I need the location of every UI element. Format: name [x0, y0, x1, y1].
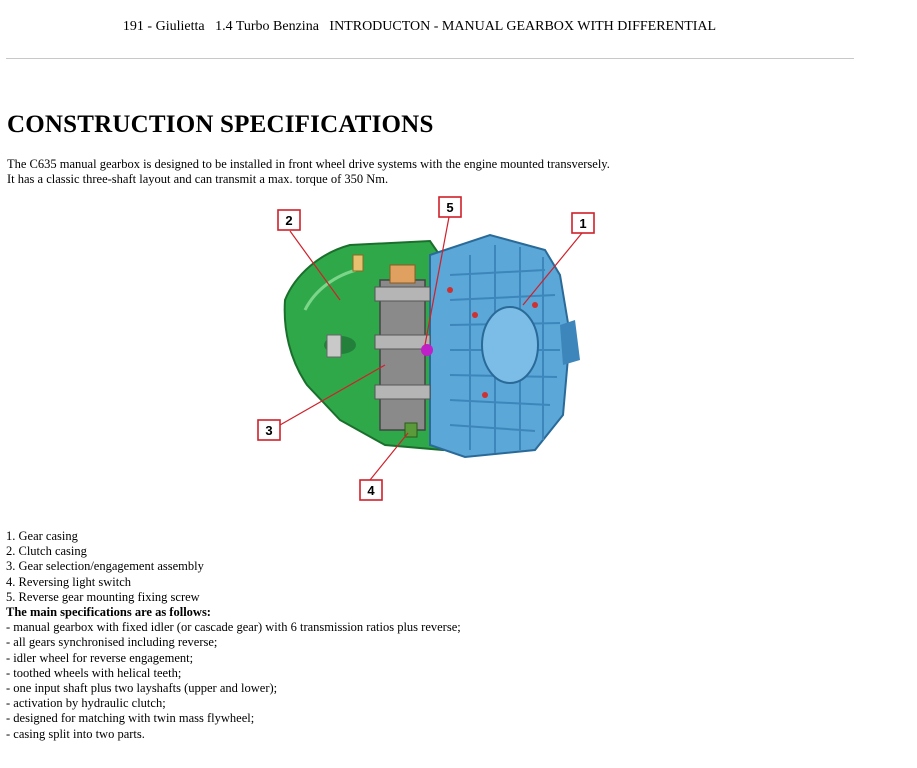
gearbox-illustration [245, 195, 615, 505]
intro-paragraph [7, 157, 610, 187]
spec-item: - idler wheel for reverse engagement; [6, 650, 194, 665]
callout-label: 5 [446, 200, 454, 215]
spec-item: - toothed wheels with helical teeth; [6, 665, 182, 680]
callout-label: 3 [265, 423, 273, 438]
header-divider [6, 58, 854, 59]
spec-item: - manual gearbox with fixed idler (or cascade gear) with 6 transmission ratios plus reverse; [6, 620, 461, 635]
callout-label: 4 [367, 483, 375, 498]
legend-item: 5. Reverse gear mounting fixing screw [6, 589, 200, 604]
callout-5 [439, 197, 461, 217]
intro-line: The C635 manual gearbox is designed to be installed in front wheel drive systems with the engine mounted transversely. [7, 157, 610, 171]
callout-1 [572, 213, 594, 233]
spec-item: - designed for matching with twin mass flywheel; [6, 711, 255, 726]
callout-label: 1 [579, 216, 587, 231]
specs-heading: The main specifications are as follows: [6, 605, 211, 620]
legend-item: 2. Clutch casing [6, 544, 87, 559]
spec-item: - all gears synchronised including reverse; [6, 635, 218, 650]
spec-item: - activation by hydraulic clutch; [6, 696, 166, 711]
page-header: 191 - Giulietta 1.4 Turbo Benzina INTRODUCTON - MANUAL GEARBOX WITH DIFFERENTIAL [122, 19, 717, 34]
callout-2 [278, 210, 300, 230]
legend-item: 3. Gear selection/engagement assembly [6, 559, 204, 574]
page-title: CONSTRUCTION SPECIFICATIONS [7, 111, 434, 138]
intro-line: It has a classic three-shaft layout and can transmit a max. torque of 350 Nm. [7, 172, 389, 186]
callout-3 [258, 420, 280, 440]
legend-item: 1. Gear casing [6, 529, 78, 543]
callout-4 [360, 480, 382, 500]
legend-item: 4. Reversing light switch [6, 574, 131, 589]
selector-assembly-shape [380, 280, 425, 430]
legend-and-specs [6, 529, 461, 742]
callout-label: 2 [285, 213, 293, 228]
gearbox-drawing [245, 195, 615, 505]
spec-item: - casing split into two parts. [6, 726, 145, 741]
spec-item: - one input shaft plus two layshafts (upper and lower); [6, 681, 278, 696]
